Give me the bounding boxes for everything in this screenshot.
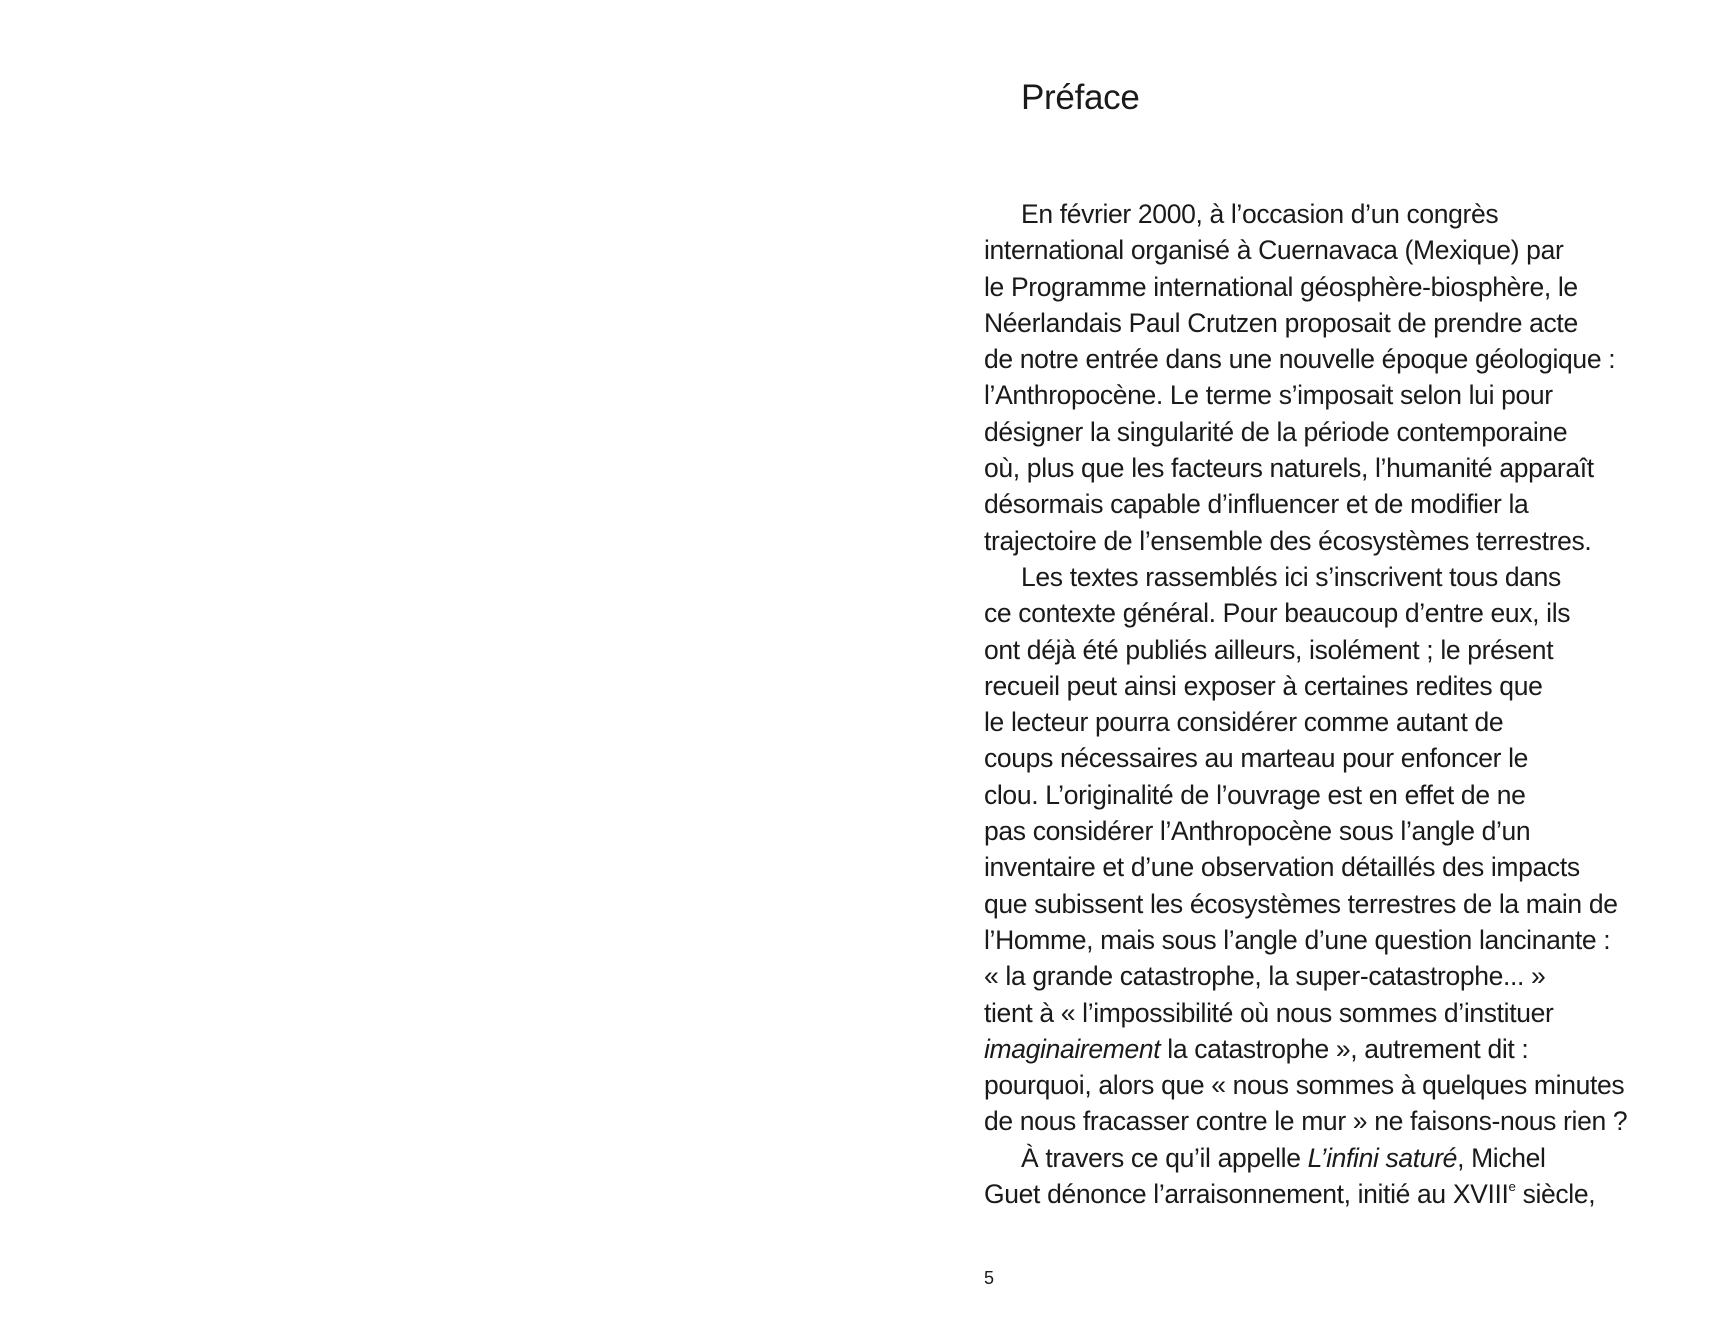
text-line: le lecteur pourra considérer comme autant de [984,707,1504,738]
text-line: l’Homme, mais sous l’angle d’une question lancinante : [984,924,1611,955]
text-line: de notre entrée dans une nouvelle époque géologique : [984,344,1616,375]
text-line: trajectoire de l’ensemble des écosystèmes terrestres. [984,525,1592,556]
text-line [984,1176,1654,1212]
text-line: désormais capable d’influencer et de modifier la [984,489,1529,520]
text-line: Les textes rassemblés ici s’inscrivent tous dans [1021,561,1561,592]
chapter-title: Préface [1021,78,1140,117]
text-line: inventaire et d’une observation détaillés des impacts [984,852,1580,883]
text-segment: , Michel [1457,1142,1546,1173]
text-line: En février 2000, à l’occasion d’un congrès [1021,199,1499,229]
text-line: recueil peut ainsi exposer à certaines redites que [984,670,1543,701]
text-line: clou. L’originalité de l’ouvrage est en effet de ne [984,779,1526,810]
italic-text: imaginairement [984,1033,1161,1064]
body-text [984,196,1654,1212]
text-line: international organisé à Cuernavaca (Mexique) par [984,235,1564,266]
text-line: pourquoi, alors que « nous sommes à quelques minutes [984,1070,1625,1101]
text-line: « la grande catastrophe, la super-catastrophe... » [984,961,1546,992]
text-line: coups nécessaires au marteau pour enfoncer le [984,743,1529,774]
superscript: e [1508,1179,1516,1195]
text-line: l’Anthropocène. Le terme s’imposait selon lui pour [984,380,1553,411]
text-line: pas considérer l’Anthropocène sous l’angle d’un [984,816,1531,847]
text-line: ont déjà été publiés ailleurs, isolément ; le présent [984,634,1554,665]
right-page [866,0,1732,1338]
text-line: Néerlandais Paul Crutzen proposait de prendre acte [984,307,1578,338]
text-line: tient à « l’impossibilité où nous sommes d’instituer [984,997,1554,1028]
text-line: que subissent les écosystèmes terrestres de la main de [984,888,1618,919]
text-line: le Programme international géosphère-biosphère, le [984,271,1578,302]
text-segment: la catastrophe », autrement dit : [1160,1033,1529,1064]
italic-title: L’infini saturé [1307,1142,1458,1173]
text-line: ce contexte général. Pour beaucoup d’entre eux, ils [984,598,1571,629]
text-segment: Guet dénonce l’arraisonnement, initié au XVIII [984,1179,1509,1210]
text-segment: À travers ce qu’il appelle [1021,1142,1308,1173]
text-line [984,1031,1654,1067]
text-line: de nous fracasser contre le mur » ne faisons-nous rien ? [984,1106,1628,1137]
text-segment: siècle, [1515,1179,1596,1210]
text-line: désigner la singularité de la période contemporaine [984,416,1568,447]
page-number: 5 [984,1268,995,1288]
text-line: où, plus que les facteurs naturels, l’humanité apparaît [984,453,1594,484]
text-line [984,1140,1654,1176]
